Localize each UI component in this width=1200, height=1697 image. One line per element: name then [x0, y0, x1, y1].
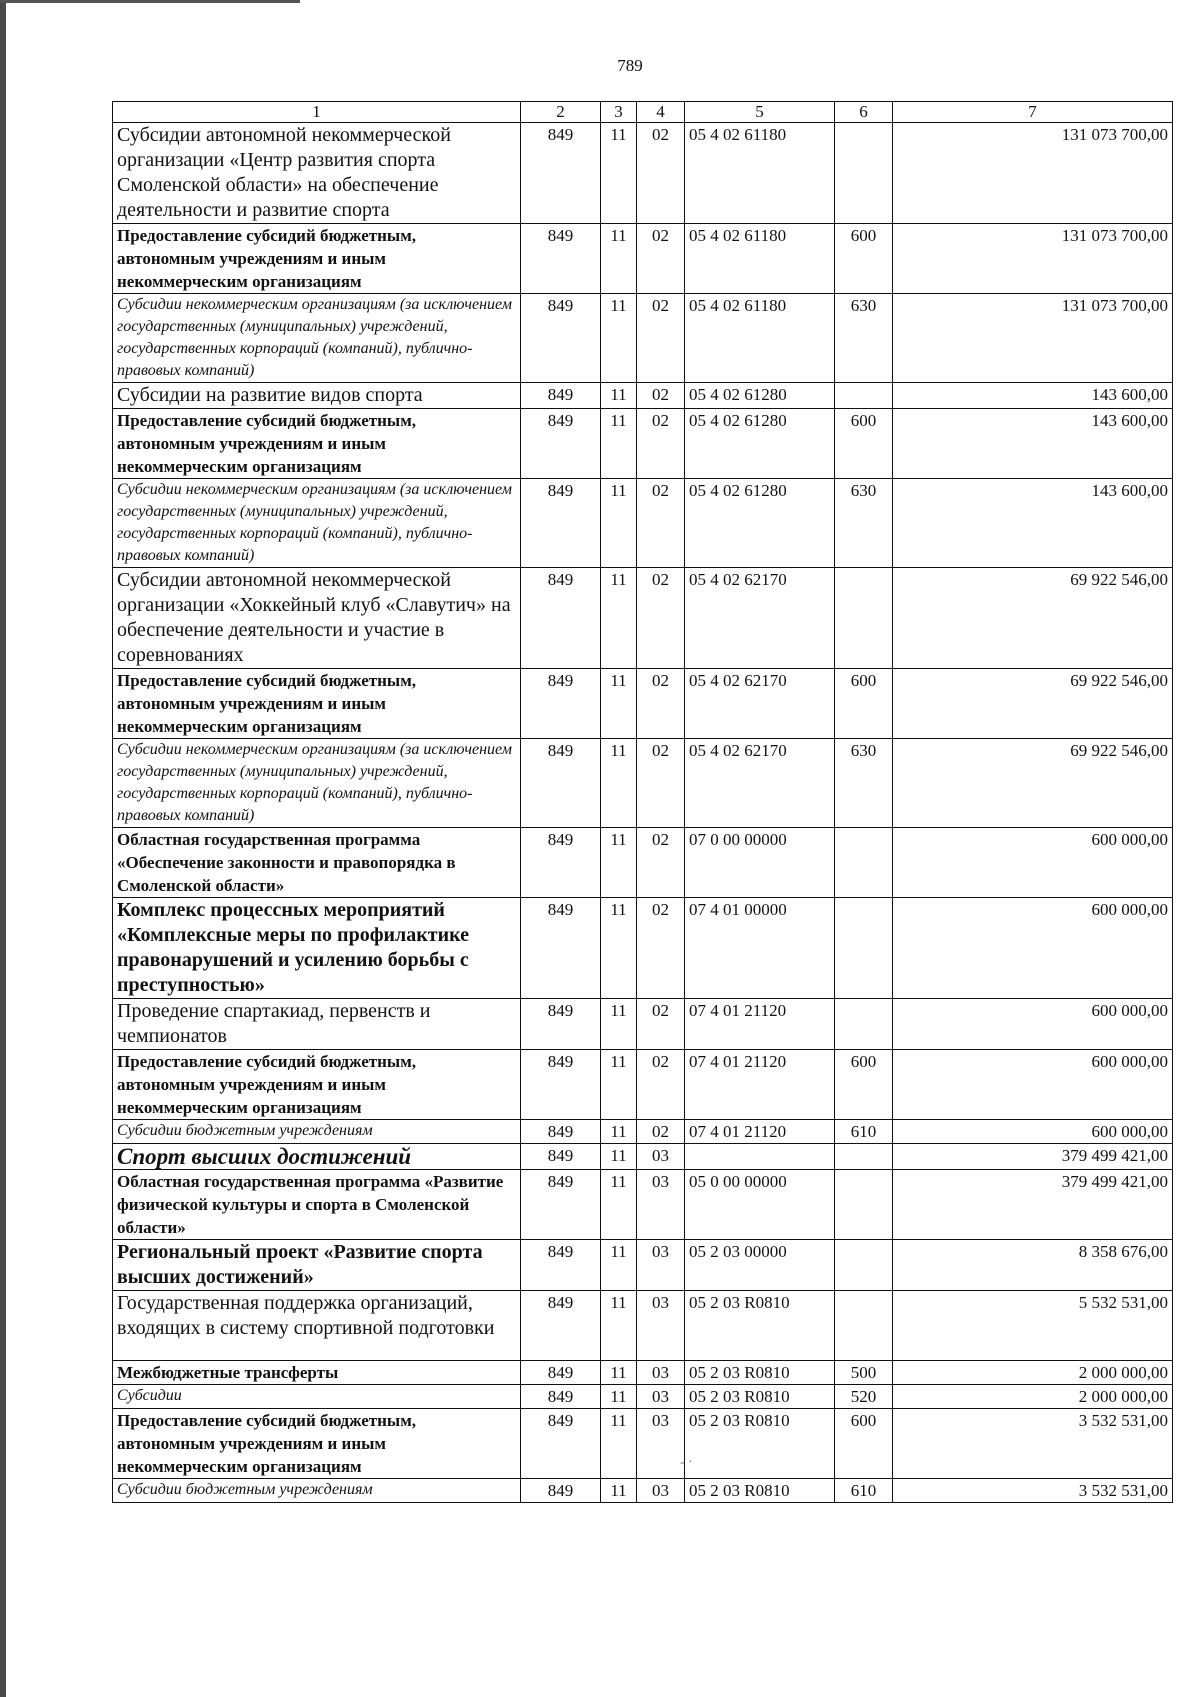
- table-row: [113, 1385, 1173, 1409]
- podrazdel-cell: 02: [637, 568, 685, 669]
- amount-cell: 600 000,00: [893, 1050, 1173, 1120]
- expense-type-cell: [835, 1170, 893, 1240]
- razdel-cell: 11: [601, 409, 637, 479]
- row-name-cell: Предоставление субсидий бюджетным, автономным учреждениям и иным некоммерческим организациям: [113, 669, 521, 739]
- header-cell: 2: [521, 102, 601, 123]
- podrazdel-cell: 02: [637, 669, 685, 739]
- glava-cell: 849: [521, 409, 601, 479]
- target-article-cell: [685, 1144, 835, 1170]
- target-article-cell: 07 4 01 21120: [685, 1050, 835, 1120]
- expense-type-cell: [835, 999, 893, 1050]
- podrazdel-cell: 02: [637, 294, 685, 383]
- expense-type-cell: 500: [835, 1361, 893, 1385]
- table-row: [113, 1120, 1173, 1144]
- amount-cell: 2 000 000,00: [893, 1385, 1173, 1409]
- row-name-cell: Субсидии бюджетным учреждениям: [113, 1120, 521, 1144]
- amount-cell: 600 000,00: [893, 1120, 1173, 1144]
- page-number: 789: [617, 56, 643, 75]
- glava-cell: 849: [521, 1144, 601, 1170]
- podrazdel-cell: 02: [637, 479, 685, 568]
- razdel-cell: 11: [601, 224, 637, 294]
- podrazdel-cell: 02: [637, 898, 685, 999]
- amount-cell: 3 532 531,00: [893, 1479, 1173, 1503]
- podrazdel-cell: 03: [637, 1409, 685, 1479]
- row-name-cell: Региональный проект «Развитие спорта высших достижений»: [113, 1240, 521, 1291]
- expense-type-cell: 630: [835, 739, 893, 828]
- amount-cell: 600 000,00: [893, 898, 1173, 999]
- expense-type-cell: 600: [835, 1050, 893, 1120]
- row-name-cell: Субсидии бюджетным учреждениям: [113, 1479, 521, 1503]
- target-article-cell: 05 2 03 00000: [685, 1240, 835, 1291]
- glava-cell: 849: [521, 1170, 601, 1240]
- amount-cell: 3 532 531,00: [893, 1409, 1173, 1479]
- razdel-cell: 11: [601, 1361, 637, 1385]
- target-article-cell: 05 2 03 R0810: [685, 1385, 835, 1409]
- expense-type-cell: 630: [835, 479, 893, 568]
- razdel-cell: 11: [601, 1409, 637, 1479]
- expense-type-cell: [835, 1144, 893, 1170]
- podrazdel-cell: 03: [637, 1291, 685, 1361]
- razdel-cell: 11: [601, 294, 637, 383]
- amount-cell: 2 000 000,00: [893, 1361, 1173, 1385]
- target-article-cell: 07 4 01 21120: [685, 999, 835, 1050]
- podrazdel-cell: 03: [637, 1479, 685, 1503]
- row-name-cell: Предоставление субсидий бюджетным, автономным учреждениям и иным некоммерческим организациям: [113, 409, 521, 479]
- podrazdel-cell: 02: [637, 1120, 685, 1144]
- amount-cell: 379 499 421,00: [893, 1144, 1173, 1170]
- row-name-cell: Предоставление субсидий бюджетным, автономным учреждениям и иным некоммерческим организациям: [113, 1050, 521, 1120]
- expense-type-cell: 520: [835, 1385, 893, 1409]
- glava-cell: 849: [521, 1050, 601, 1120]
- expense-type-cell: 630: [835, 294, 893, 383]
- glava-cell: 849: [521, 739, 601, 828]
- target-article-cell: 05 4 02 61180: [685, 224, 835, 294]
- razdel-cell: 11: [601, 739, 637, 828]
- header-cell: 6: [835, 102, 893, 123]
- header-cell: 3: [601, 102, 637, 123]
- header-cell: 5: [685, 102, 835, 123]
- razdel-cell: 11: [601, 999, 637, 1050]
- glava-cell: 849: [521, 568, 601, 669]
- expense-type-cell: 610: [835, 1120, 893, 1144]
- header-cell: 1: [113, 102, 521, 123]
- expense-type-cell: [835, 898, 893, 999]
- podrazdel-cell: 02: [637, 1050, 685, 1120]
- glava-cell: 849: [521, 1479, 601, 1503]
- podrazdel-cell: 02: [637, 828, 685, 898]
- glava-cell: 849: [521, 999, 601, 1050]
- row-name-cell: Областная государственная программа «Развитие физической культуры и спорта в Смоленской области»: [113, 1170, 521, 1240]
- table-row: [113, 1050, 1173, 1120]
- target-article-cell: 05 4 02 62170: [685, 739, 835, 828]
- scan-speck: - ·: [680, 1455, 693, 1470]
- amount-cell: 69 922 546,00: [893, 669, 1173, 739]
- podrazdel-cell: 03: [637, 1144, 685, 1170]
- podrazdel-cell: 02: [637, 999, 685, 1050]
- podrazdel-cell: 03: [637, 1170, 685, 1240]
- expense-type-cell: 600: [835, 669, 893, 739]
- header-row: [113, 102, 1173, 123]
- table-row: [113, 1409, 1173, 1479]
- glava-cell: 849: [521, 1291, 601, 1361]
- target-article-cell: 07 4 01 00000: [685, 898, 835, 999]
- target-article-cell: 05 4 02 62170: [685, 669, 835, 739]
- expense-type-cell: 610: [835, 1479, 893, 1503]
- row-name-cell: Субсидии некоммерческим организациям (за исключением государственных (муниципальных) учреждений, государственных корпораций (компаний), публично-правовых компаний): [113, 739, 521, 828]
- podrazdel-cell: 03: [637, 1361, 685, 1385]
- glava-cell: 849: [521, 1361, 601, 1385]
- podrazdel-cell: 02: [637, 123, 685, 224]
- amount-cell: 143 600,00: [893, 383, 1173, 409]
- razdel-cell: 11: [601, 568, 637, 669]
- target-article-cell: 05 4 02 61280: [685, 479, 835, 568]
- row-name-cell: Областная государственная программа «Обеспечение законности и правопорядка в Смоленской области»: [113, 828, 521, 898]
- target-article-cell: 05 2 03 R0810: [685, 1409, 835, 1479]
- row-name-cell: Комплекс процессных мероприятий «Комплексные меры по профилактике правонарушений и усилению борьбы с преступностью»: [113, 898, 521, 999]
- glava-cell: 849: [521, 383, 601, 409]
- budget-table: [112, 101, 1173, 1503]
- target-article-cell: 05 4 02 61180: [685, 123, 835, 224]
- target-article-cell: 05 4 02 61180: [685, 294, 835, 383]
- row-name-cell: Спорт высших достижений: [113, 1144, 521, 1170]
- amount-cell: 131 073 700,00: [893, 294, 1173, 383]
- amount-cell: 379 499 421,00: [893, 1170, 1173, 1240]
- table-row: [113, 123, 1173, 224]
- target-article-cell: 05 4 02 62170: [685, 568, 835, 669]
- podrazdel-cell: 02: [637, 224, 685, 294]
- razdel-cell: 11: [601, 1291, 637, 1361]
- amount-cell: 131 073 700,00: [893, 224, 1173, 294]
- glava-cell: 849: [521, 898, 601, 999]
- row-name-cell: Субсидии некоммерческим организациям (за исключением государственных (муниципальных) учреждений, государственных корпораций (компаний), публично-правовых компаний): [113, 479, 521, 568]
- table-row: [113, 1479, 1173, 1503]
- row-name-cell: Государственная поддержка организаций, входящих в систему спортивной подготовки: [113, 1291, 521, 1361]
- row-name-cell: Субсидии: [113, 1385, 521, 1409]
- razdel-cell: 11: [601, 383, 637, 409]
- table-row: [113, 294, 1173, 383]
- table-row: [113, 669, 1173, 739]
- row-name-cell: Субсидии автономной некоммерческой организации «Хоккейный клуб «Славутич» на обеспечение деятельности и участие в соревнованиях: [113, 568, 521, 669]
- glava-cell: 849: [521, 479, 601, 568]
- expense-type-cell: [835, 1291, 893, 1361]
- razdel-cell: 11: [601, 479, 637, 568]
- amount-cell: 143 600,00: [893, 409, 1173, 479]
- podrazdel-cell: 03: [637, 1240, 685, 1291]
- glava-cell: 849: [521, 1240, 601, 1291]
- table-row: [113, 409, 1173, 479]
- razdel-cell: 11: [601, 669, 637, 739]
- amount-cell: 600 000,00: [893, 828, 1173, 898]
- podrazdel-cell: 03: [637, 1385, 685, 1409]
- table-row: [113, 1361, 1173, 1385]
- table-row: [113, 828, 1173, 898]
- table-row: [113, 383, 1173, 409]
- table-row: [113, 1170, 1173, 1240]
- table-row: [113, 739, 1173, 828]
- target-article-cell: 07 0 00 00000: [685, 828, 835, 898]
- glava-cell: 849: [521, 1120, 601, 1144]
- razdel-cell: 11: [601, 1050, 637, 1120]
- razdel-cell: 11: [601, 1385, 637, 1409]
- target-article-cell: 05 2 03 R0810: [685, 1479, 835, 1503]
- scan-edge: [0, 0, 6, 1697]
- expense-type-cell: [835, 828, 893, 898]
- row-name-cell: Субсидии некоммерческим организациям (за исключением государственных (муниципальных) учреждений, государственных корпораций (компаний), публично-правовых компаний): [113, 294, 521, 383]
- target-article-cell: 05 4 02 61280: [685, 383, 835, 409]
- amount-cell: 5 532 531,00: [893, 1291, 1173, 1361]
- scan-top-mark: [0, 0, 300, 3]
- row-name-cell: Межбюджетные трансферты: [113, 1361, 521, 1385]
- target-article-cell: 07 4 01 21120: [685, 1120, 835, 1144]
- table-row: [113, 568, 1173, 669]
- table-row: [113, 999, 1173, 1050]
- expense-type-cell: 600: [835, 1409, 893, 1479]
- razdel-cell: 11: [601, 1170, 637, 1240]
- glava-cell: 849: [521, 669, 601, 739]
- row-name-cell: Предоставление субсидий бюджетным, автономным учреждениям и иным некоммерческим организациям: [113, 1409, 521, 1479]
- razdel-cell: 11: [601, 1120, 637, 1144]
- row-name-cell: Субсидии на развитие видов спорта: [113, 383, 521, 409]
- expense-type-cell: [835, 568, 893, 669]
- expense-type-cell: [835, 383, 893, 409]
- table-row: [113, 1144, 1173, 1170]
- expense-type-cell: 600: [835, 224, 893, 294]
- expense-type-cell: [835, 123, 893, 224]
- row-name-cell: Предоставление субсидий бюджетным, автономным учреждениям и иным некоммерческим организациям: [113, 224, 521, 294]
- row-name-cell: Проведение спартакиад, первенств и чемпионатов: [113, 999, 521, 1050]
- table-row: [113, 224, 1173, 294]
- podrazdel-cell: 02: [637, 383, 685, 409]
- razdel-cell: 11: [601, 1479, 637, 1503]
- expense-type-cell: 600: [835, 409, 893, 479]
- amount-cell: 131 073 700,00: [893, 123, 1173, 224]
- target-article-cell: 05 2 03 R0810: [685, 1291, 835, 1361]
- amount-cell: 69 922 546,00: [893, 568, 1173, 669]
- target-article-cell: 05 0 00 00000: [685, 1170, 835, 1240]
- table-row: [113, 1240, 1173, 1291]
- target-article-cell: 05 4 02 61280: [685, 409, 835, 479]
- header-cell: 7: [893, 102, 1173, 123]
- table-row: [113, 1291, 1173, 1361]
- amount-cell: 8 358 676,00: [893, 1240, 1173, 1291]
- row-name-cell: Субсидии автономной некоммерческой организации «Центр развития спорта Смоленской области» на обеспечение деятельности и развитие спорта: [113, 123, 521, 224]
- glava-cell: 849: [521, 1409, 601, 1479]
- razdel-cell: 11: [601, 123, 637, 224]
- glava-cell: 849: [521, 123, 601, 224]
- razdel-cell: 11: [601, 1240, 637, 1291]
- table-row: [113, 898, 1173, 999]
- podrazdel-cell: 02: [637, 739, 685, 828]
- header-cell: 4: [637, 102, 685, 123]
- razdel-cell: 11: [601, 828, 637, 898]
- glava-cell: 849: [521, 828, 601, 898]
- glava-cell: 849: [521, 1385, 601, 1409]
- target-article-cell: 05 2 03 R0810: [685, 1361, 835, 1385]
- razdel-cell: 11: [601, 898, 637, 999]
- glava-cell: 849: [521, 224, 601, 294]
- podrazdel-cell: 02: [637, 409, 685, 479]
- amount-cell: 69 922 546,00: [893, 739, 1173, 828]
- amount-cell: 600 000,00: [893, 999, 1173, 1050]
- glava-cell: 849: [521, 294, 601, 383]
- amount-cell: 143 600,00: [893, 479, 1173, 568]
- table-row: [113, 479, 1173, 568]
- razdel-cell: 11: [601, 1144, 637, 1170]
- expense-type-cell: [835, 1240, 893, 1291]
